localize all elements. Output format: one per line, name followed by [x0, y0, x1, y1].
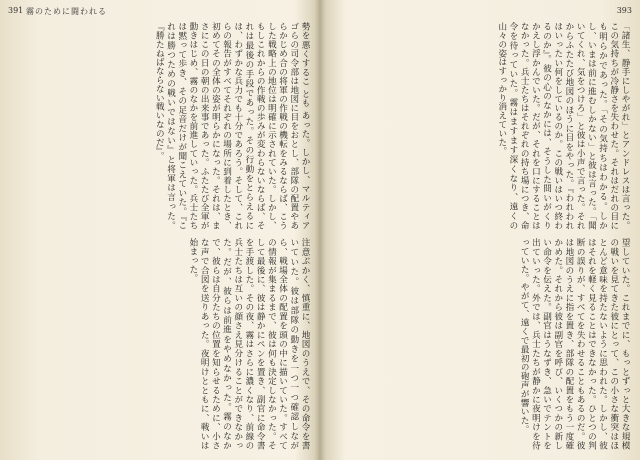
- left-page-number: 391: [8, 6, 24, 15]
- right-lower-text: 望していた。これまでに、もっとずっと大きな規模の戦いを見てきた彼にとって、この小さな衝突はほとんど意味を持たないように思われた。しかし、彼はそれを軽く見ることはできなかった。ひとつの判断の誤りが、すべてを失わせることもあるのだ。彼は地図のうえに指を置き、部隊の配置をもう一度確かめた。それから彼は副官を呼び、いくつかの新しい命令を伝えた。副官はうなずき、急いでテントを出ていった。外では、兵士たちが静かに夜明けを待っていた。やがて、遠くで最初の砲声が響いた。: [519, 238, 630, 450]
- left-upper-text: 勢を悪くするこ とも あった。しかし、マルティアゴらの司令部は地図に目をおとし、部隊の配置やあらかじめ合の将軍の作戦の機転をみるならば、こうした戦略上の地位は明確に示されていた。しかし、もしこれからの作戦の歩みが変わらないならば、それは最後の手段であった。その行動をとらえるには、わずかな兵力でも十分であろう。そして、これらの報告がすべてそれぞれの場所に到着したとき、初めてその全体の姿が明らかになった。それは、まさにこの日の朝の出来事であった。ふたたび全軍が動きはじめ、霧のなかを前進していった。兵士たちは黙って歩き、その足音だけが聞こえていた。『これは勝つための戦いではない』と将軍は言った。『勝たねばならない戦いなのだ』。: [154, 22, 310, 230]
- left-lower-text: 注意ぶかく、慎重に、地図のうえで、その命令を書いていた。彼は部隊の動きを一つ一つ確認しながら、戦場全体の配置を頭の中に描いていた。すべての情報が集まるまで、彼は何も決定しなかった。そして最後に、彼は静かにペンを置き、副官に命令書を手渡した。その夜、霧はさらに濃くなり、前線の兵士たちは互いの顔さえ見分けることができなかった。だが、彼らは前進をやめなかった。霧のなかで、彼らは自分たちの位置を知らせるために、小さな声で合図を送りあった。夜明けとともに、戦いは始まった。: [187, 238, 310, 450]
- left-page: [0, 0, 318, 460]
- right-page: [322, 0, 640, 460]
- right-page-number: 393: [616, 6, 632, 15]
- running-head: 霧のために闘われる: [26, 7, 107, 16]
- right-upper-text: 「諸生、静手にしやがれ」とアンドレスは言った。この気持ちが冷静さを失わせた。それはだれの目にも明らかであった。「その気持ちはわかる。しかし、いまは前に進むしかない」と彼は言った。「聞いてくれ、気をつけろ」と彼は小声で言った。それからふたたび地図のほうに目をやった。『われわれはいったい何をしているのか。この戦いはいつ終わるのか』。彼の心のなかには、そうした問いがくりかえし浮かんでいた。だが、それを口にすることはなかった。兵士たちはそれぞれの持ち場につき、命令を待っていた。霧はますます深くなり、遠くの山々の姿はすっかり消えていた。: [496, 22, 630, 230]
